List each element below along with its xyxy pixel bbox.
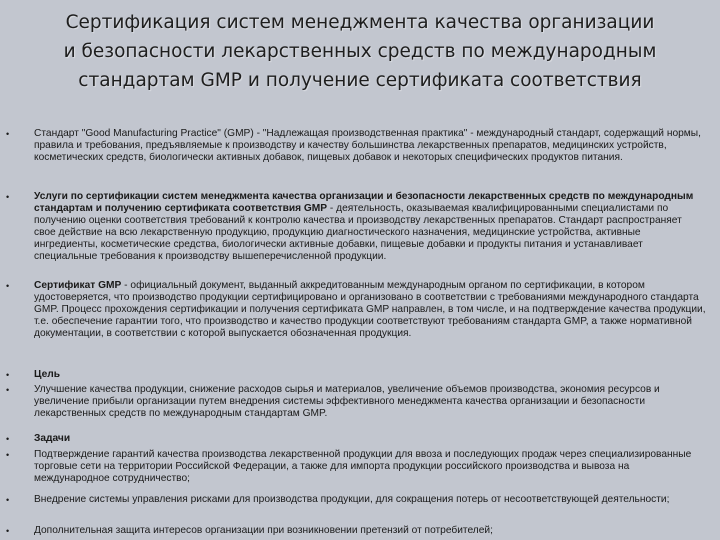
bullet-icon: • bbox=[6, 450, 10, 460]
list-item bbox=[6, 369, 706, 381]
slide-title bbox=[30, 8, 690, 95]
item-text: - официальный документ, выданный аккредитованным международным органом по сертификации, в котором удостоверяется, что производство продукции сертифицировано и организовано в соответствии с требованиями международного стандарта GMP. Процесс прохождения сертификации и получения сертификата GMP направлен, в том числе, и на подтверждение качества продукции, т.е. обеспечение гарантии того, что производство и качество продукции соответствуют требованиям стандарта GMP, а также нормативной документации, в соответствии с которой выпускается обозначенная продукция. bbox=[34, 280, 706, 339]
item-text: Дополнительная защита интересов организации при возникновении претензий от потребителей; bbox=[34, 525, 493, 536]
bullet-icon: • bbox=[6, 385, 10, 395]
title-line-1: Сертификация систем менеджмента качества организации bbox=[65, 12, 655, 33]
item-lead: Сертификат GMP bbox=[34, 280, 122, 291]
item-text: Подтверждение гарантий качества производства лекарственной продукции для ввоза и последующих продаж через специализированные торговые сети на территории Российской Федерации, а также для импорта продукции российского производства и вывоза на международное сотрудничество; bbox=[34, 449, 692, 484]
title-line-2: и безопасности лекарственных средств по международным bbox=[63, 41, 657, 62]
bullet-icon: • bbox=[6, 192, 10, 202]
item-text: - деятельность, оказываемая квалифицированными специалистами по получению оценки соответствия требований к контролю качества и производству лекарственных препаратов. Стандарт распространяет свое действие на всю лекарственную продукцию, продукцию диагностического назначения, медицинские устройства, активные ингредиенты, косметические средства, биологически активные добавки, пищевые добавки и продукты питания и устанавливает специальные требования к производству вышеперечисленной продукции. bbox=[34, 203, 682, 262]
bullet-icon: • bbox=[6, 495, 10, 505]
item-lead: Задачи bbox=[34, 433, 71, 444]
item-lead: Услуги по сертификации систем менеджмента качества организации и безопасности лекарственных средств по международным стандартам и получению сертификата соответствия GMP bbox=[34, 191, 694, 214]
item-text: Стандарт "Good Manufacturing Practice" (GMP) - "Надлежащая производственная практика" - международный стандарт, содержащий нормы, правила и требования, предъявляемые к производству и качеству большинства лекарственных препаратов, медицинских устройств, косметических средств, биологически активных добавок, пищевых добавок и некоторых специфических продуктов питания. bbox=[34, 128, 701, 163]
item-text: Внедрение системы управления рисками для производства продукции, для сокращения потерь от несоответствующей деятельности; bbox=[34, 494, 670, 505]
list-item bbox=[6, 525, 706, 537]
list-item bbox=[6, 191, 706, 263]
bullet-icon: • bbox=[6, 281, 10, 291]
list-item bbox=[6, 449, 706, 485]
item-text: Улучшение качества продукции, снижение расходов сырья и материалов, увеличение объемов производства, экономия ресурсов и увеличение прибыли организации путем внедрения системы эффективного менеджмента качества организации и безопасности лекарственных средств по международным стандартам GMP. bbox=[34, 384, 660, 419]
list-item bbox=[6, 384, 706, 420]
bullet-icon: • bbox=[6, 434, 10, 444]
bullet-icon: • bbox=[6, 129, 10, 139]
list-item bbox=[6, 433, 706, 445]
bullet-icon: • bbox=[6, 370, 10, 380]
item-lead: Цель bbox=[34, 369, 60, 380]
list-item bbox=[6, 494, 706, 506]
title-line-3: стандартам GMP и получение сертификата соответствия bbox=[78, 70, 642, 91]
list-item bbox=[6, 280, 706, 340]
bullet-icon: • bbox=[6, 526, 10, 536]
list-item bbox=[6, 128, 706, 164]
